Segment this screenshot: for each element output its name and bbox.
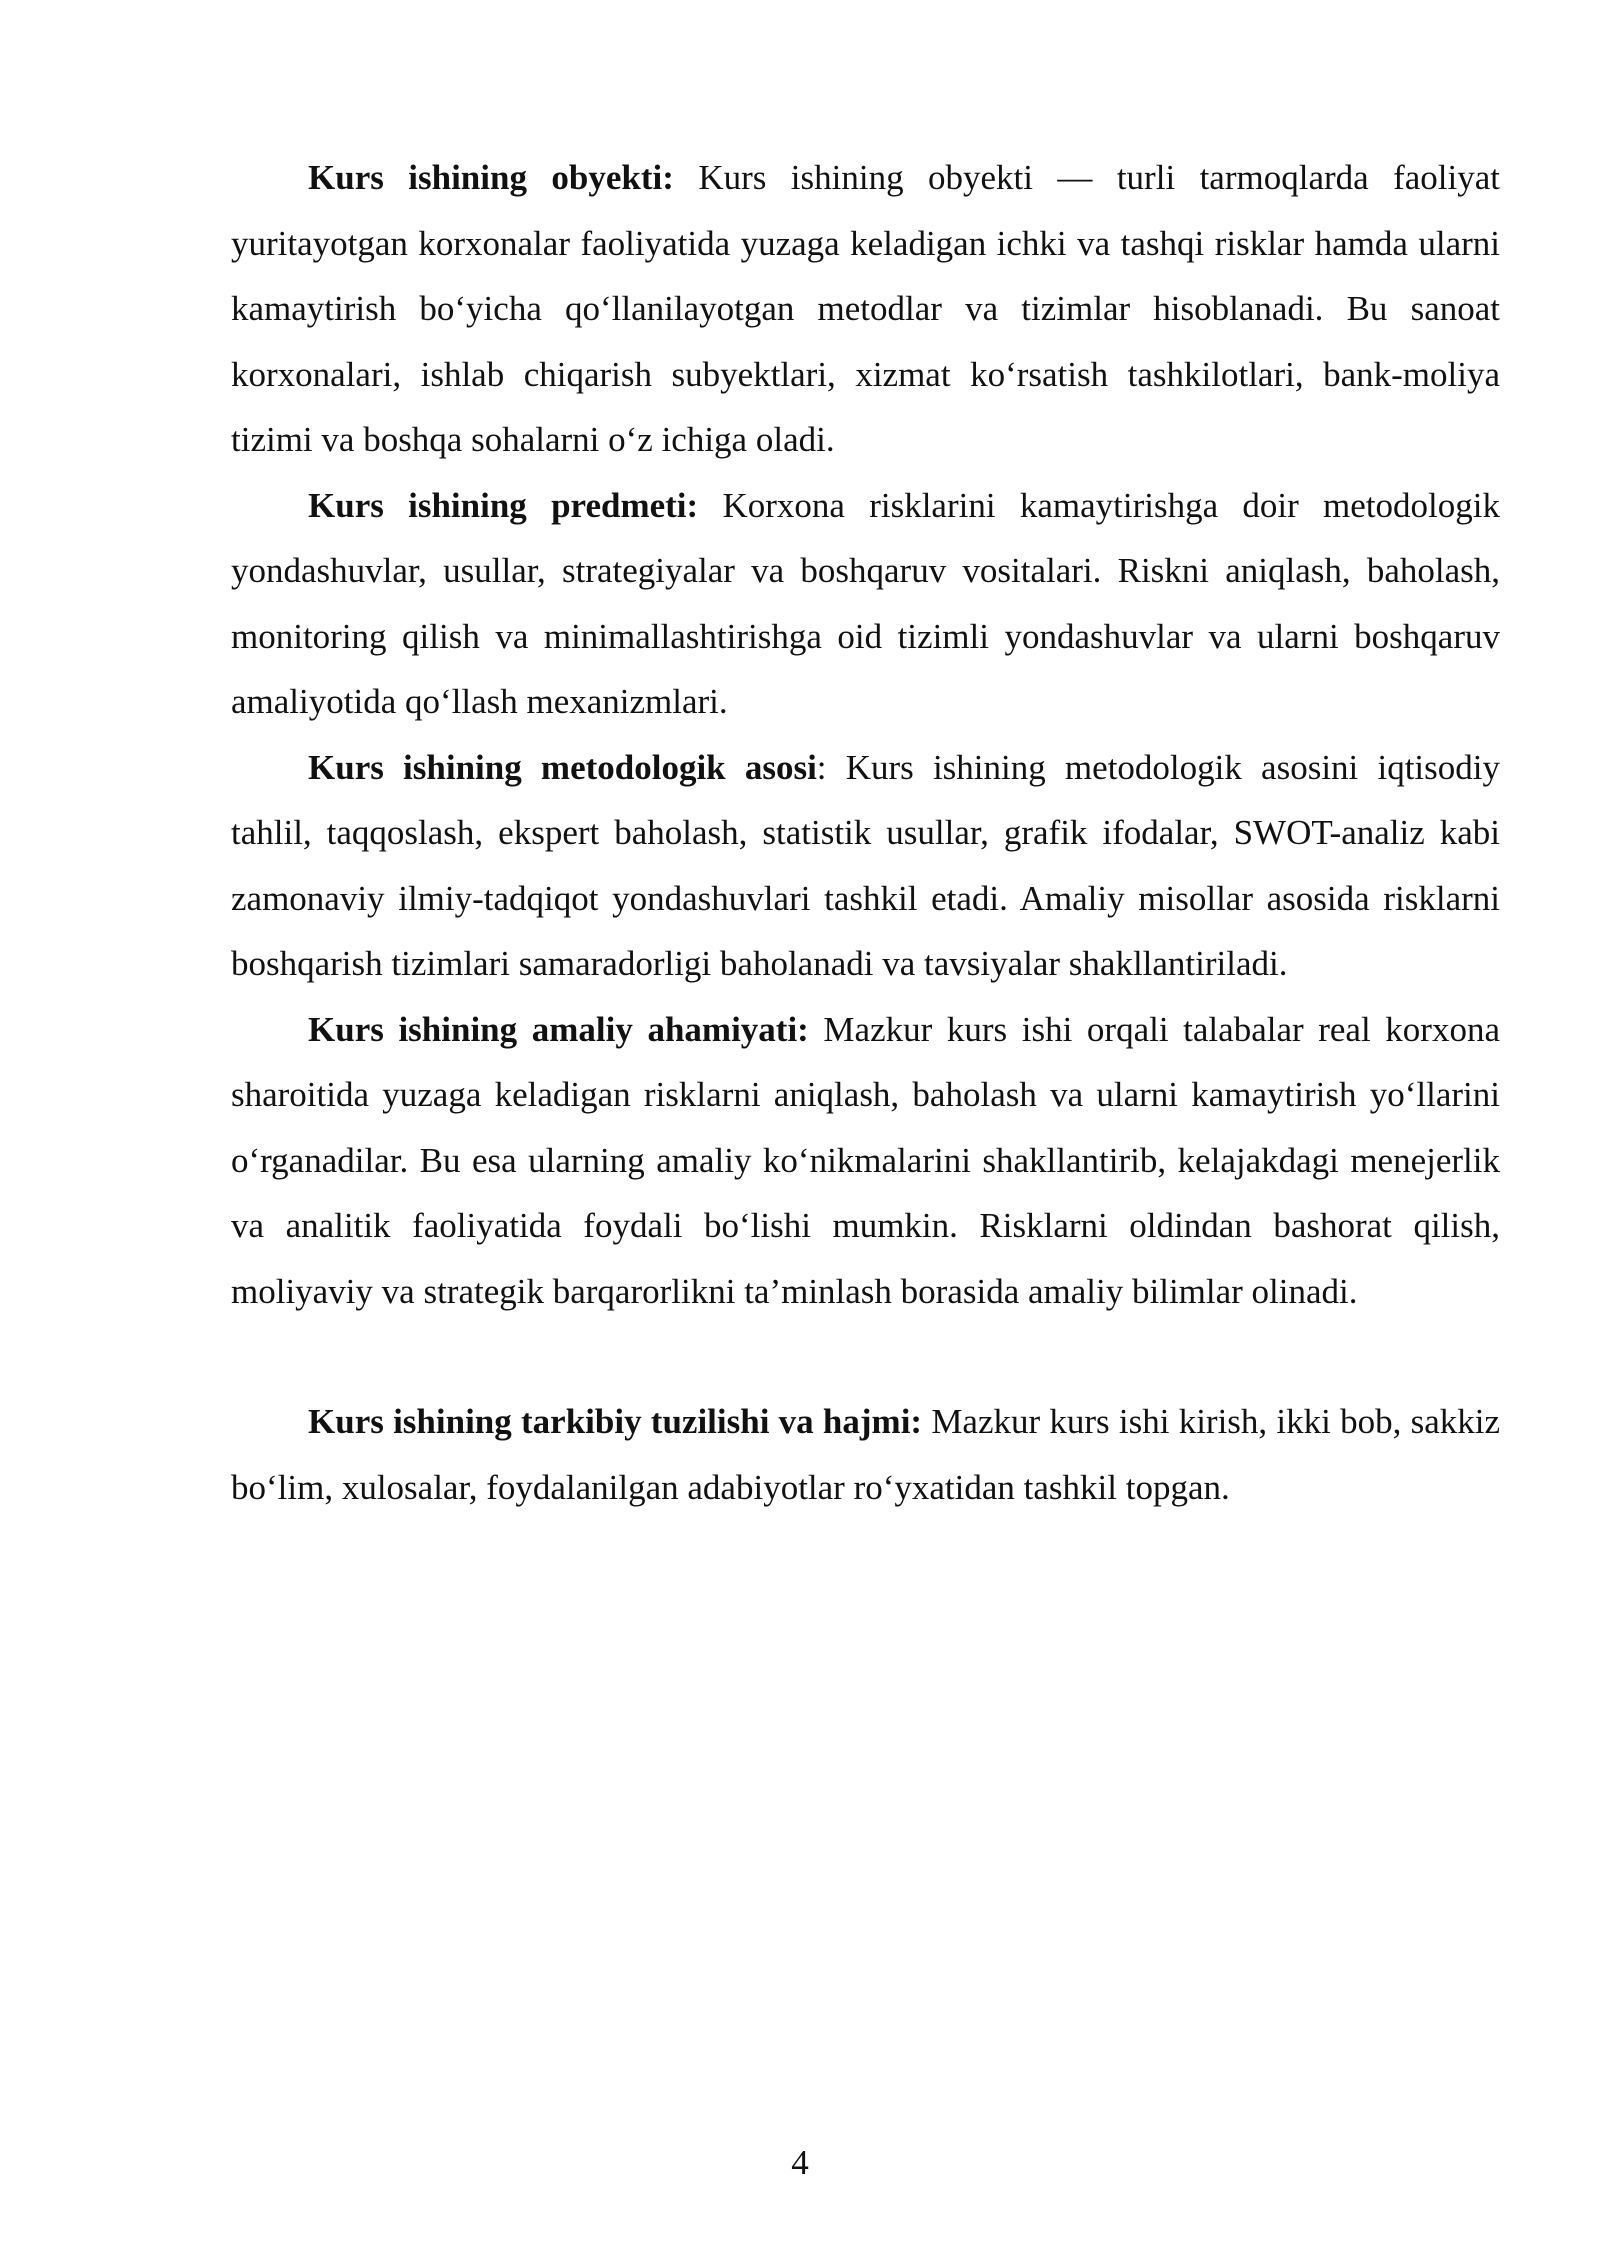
paragraph-subject [231,473,1500,735]
paragraph-methodology [231,735,1500,997]
paragraph-heading: Kurs ishining predmeti: [308,485,699,525]
paragraph-heading: Kurs ishining amaliy ahamiyati: [308,1009,809,1049]
paragraph-text: Kurs ishining obyekti — turli tarmoqlarda faoliyat yuritayotgan korxonalar faoliyatida yuzaga keladigan ichki va tashqi risklar hamda ularni kamaytirish bo‘yicha qo‘llanilayotgan metodlar va tizimlar hisoblanadi. Bu sanoat korxonalari, ishlab chiqarish subyektlari, xizmat ko‘rsatish tashkilotlari, bank-moliya tizimi va boshqa sohalarni o‘z ichiga oladi. [231,158,1500,459]
paragraph-text: Korxona risklarini kamaytirishga doir metodologik yondashuvlar, usullar, strategiyalar va boshqaruv vositalari. Riskni aniqlash, baholash, monitoring qilish va minimallashtirishga oid tizimli yondashuvlar va ularni boshqaruv amaliyotida qo‘llash mexanizmlari. [231,485,1500,721]
paragraph-structure [231,1389,1500,1520]
page-number: 4 [791,2143,809,2182]
paragraph-text: Mazkur kurs ishi kirish, ikki bob, sakkiz bo‘lim, xulosalar, foydalanilgan adabiyotlar ro‘yxatidan tashkil topgan. [231,1402,1500,1507]
paragraph-heading: Kurs ishining obyekti: [308,158,674,197]
paragraph-practical-significance [231,997,1500,1325]
page-body [231,145,1500,1520]
paragraph-heading: Kurs ishining metodologik asosi [308,747,817,787]
paragraph-text: Mazkur kurs ishi orqali talabalar real korxona sharoitida yuzaga keladigan risklarni aniqlash, baholash va ularni kamaytirish yo‘llarini o‘rganadilar. Bu esa ularning amaliy ko‘nikmalarini shakllantirib, kelajakdagi menejerlik va analitik faoliyatida foydali bo‘lishi mumkin. Risklarni oldindan bashorat qilish, moliyaviy va strategik barqarorlikni ta’minlash borasida amaliy bilimlar olinadi. [231,1009,1500,1311]
paragraph-heading: Kurs ishining tarkibiy tuzilishi va hajmi: [308,1402,923,1441]
paragraph-object [231,145,1500,473]
paragraph-spacer [231,1324,1500,1389]
paragraph-text: : Kurs ishining metodologik asosini iqtisodiy tahlil, taqqoslash, ekspert baholash, statistik usullar, grafik ifodalar, SWOT-analiz kabi zamonaviy ilmiy-tadqiqot yondashuvlari tashkil etadi. Amaliy misollar asosida risklarni boshqarish tizimlari samaradorligi baholanadi va tavsiyalar shakllantiriladi. [231,747,1500,983]
